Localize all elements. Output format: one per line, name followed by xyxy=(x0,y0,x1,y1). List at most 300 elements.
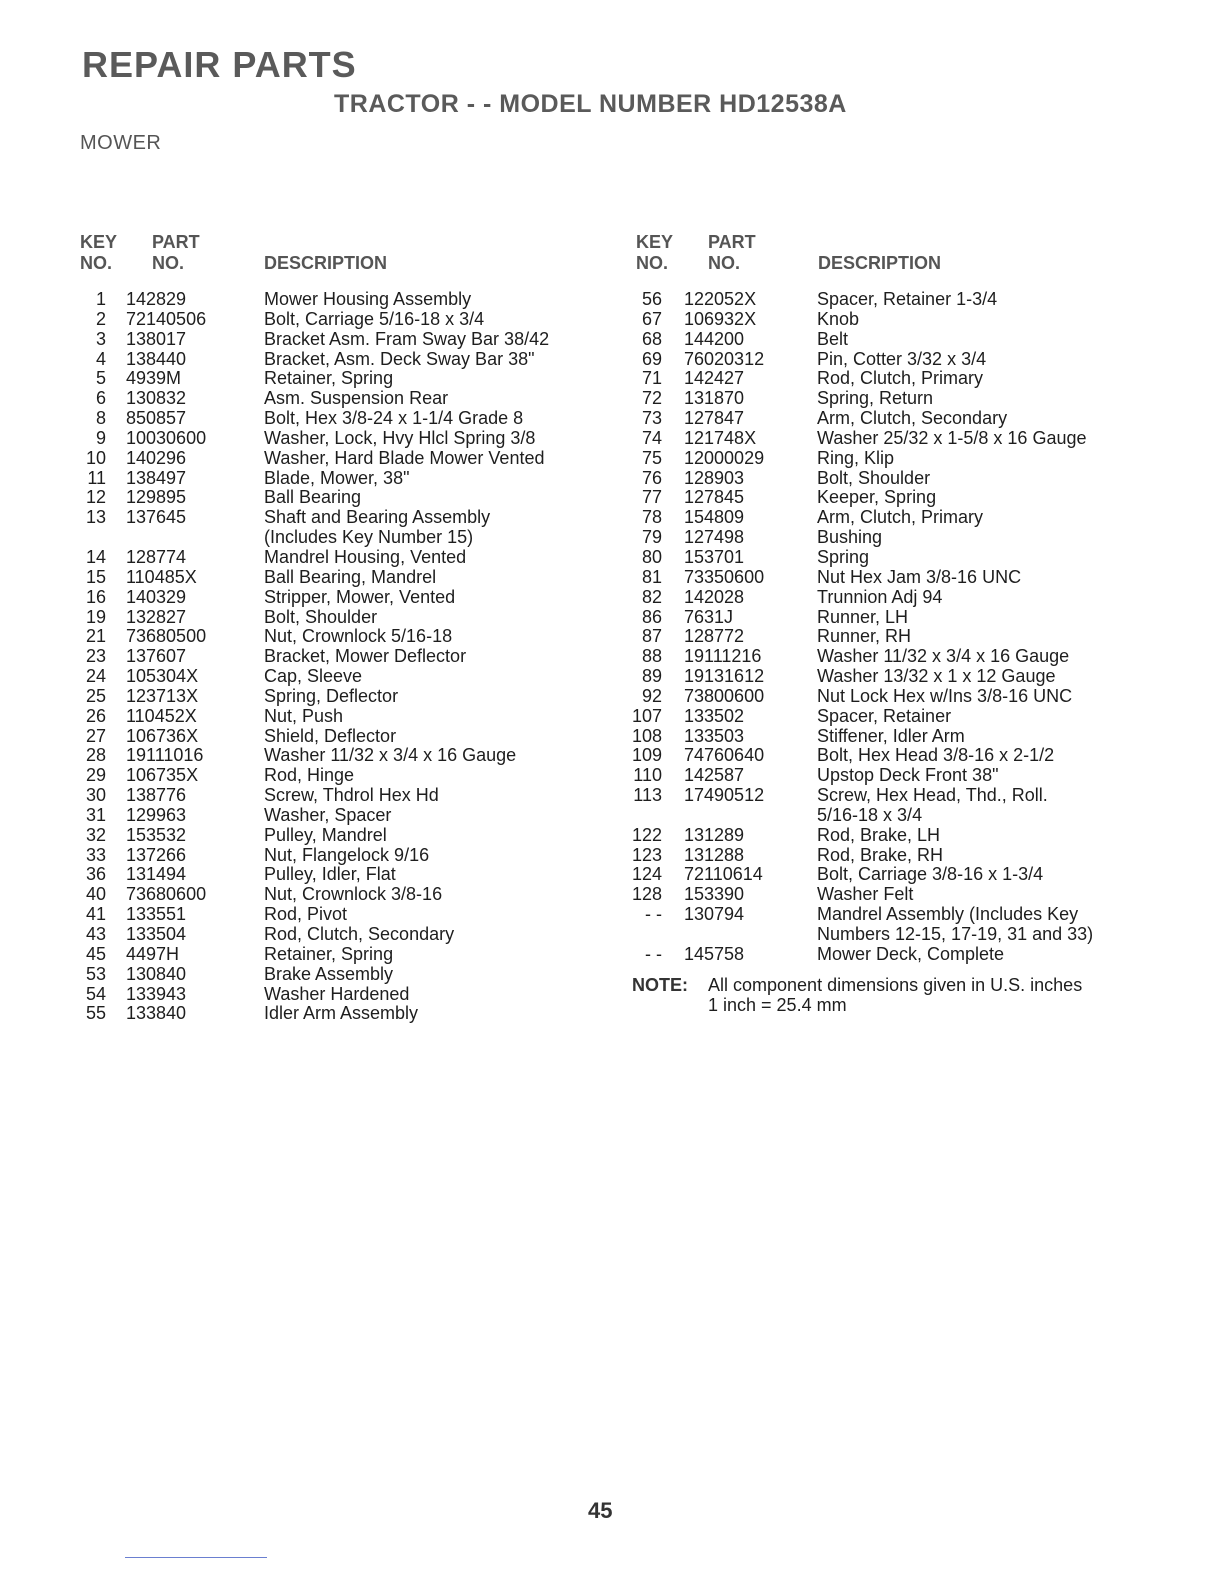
part-description: Nut Lock Hex w/Ins 3/8-16 UNC xyxy=(817,685,1073,706)
key-number: 128 xyxy=(632,884,663,905)
part-number: 133943 xyxy=(126,983,187,1004)
part-description: Bracket Asm. Fram Sway Bar 38/42 xyxy=(264,328,550,349)
part-description: Asm. Suspension Rear xyxy=(264,388,449,409)
part-description: Washer Hardened xyxy=(264,983,410,1004)
part-description: Idler Arm Assembly xyxy=(264,1003,419,1024)
description-header: DESCRIPTION xyxy=(818,253,942,273)
part-description: Pulley, Idler, Flat xyxy=(264,864,396,885)
part-description: Bolt, Carriage 5/16-18 x 3/4 xyxy=(264,308,485,329)
table-row xyxy=(78,647,618,667)
key-number: 12 xyxy=(85,487,106,508)
section-heading: MOWER xyxy=(80,132,162,154)
part-description: Shaft and Bearing Assembly xyxy=(264,507,491,528)
part-number: 106735X xyxy=(126,765,199,786)
part-no-header: NO. xyxy=(708,253,741,273)
key-number: 2 xyxy=(95,308,106,329)
note-text xyxy=(708,975,1148,1015)
part-number: 144200 xyxy=(684,328,745,349)
key-number: 76 xyxy=(641,467,662,488)
table-row xyxy=(78,409,618,429)
key-number: 53 xyxy=(85,963,106,984)
parts-table-right xyxy=(632,232,1152,1015)
table-row xyxy=(632,925,1152,945)
table-row xyxy=(78,369,618,389)
table-row xyxy=(632,508,1152,528)
key-number: 45 xyxy=(85,943,106,964)
part-description: Rod, Brake, LH xyxy=(817,824,941,845)
page-number: 45 xyxy=(588,1498,613,1523)
key-number: 25 xyxy=(85,685,106,706)
key-number: 77 xyxy=(641,487,662,508)
key-number: 9 xyxy=(95,427,106,448)
part-number: 133551 xyxy=(126,904,187,925)
table-row xyxy=(78,350,618,370)
table-row xyxy=(78,667,618,687)
part-number: 129895 xyxy=(126,487,187,508)
parts-table-left xyxy=(78,232,618,1024)
part-header: PART xyxy=(708,232,756,252)
part-number: 131870 xyxy=(684,388,745,409)
part-number: 128772 xyxy=(684,626,745,647)
part-number: 137607 xyxy=(126,646,187,667)
key-number: 33 xyxy=(85,844,106,865)
part-description: Mower Housing Assembly xyxy=(264,289,472,309)
key-number: 43 xyxy=(85,924,106,944)
key-number: 68 xyxy=(641,328,662,349)
table-row xyxy=(632,727,1152,747)
table-header xyxy=(632,232,1152,290)
table-row xyxy=(78,1004,618,1024)
key-number: 28 xyxy=(85,745,106,766)
table-row xyxy=(78,727,618,747)
part-description: Bracket, Asm. Deck Sway Bar 38" xyxy=(264,348,535,369)
part-description: Mandrel Assembly (Includes Key xyxy=(817,904,1079,925)
part-number: 145758 xyxy=(684,943,745,964)
key-number: 108 xyxy=(632,725,663,746)
table-row xyxy=(78,389,618,409)
key-number: 79 xyxy=(641,527,662,548)
table-row xyxy=(632,687,1152,707)
key-number: 13 xyxy=(85,507,106,528)
part-number: 138776 xyxy=(126,785,187,806)
part-description: Bolt, Shoulder xyxy=(817,467,931,488)
table-row xyxy=(632,290,1152,310)
table-row xyxy=(632,647,1152,667)
part-description: Rod, Pivot xyxy=(264,904,348,925)
part-number: 72140506 xyxy=(126,308,207,329)
key-header: KEY xyxy=(636,232,674,252)
part-number: 154809 xyxy=(684,507,745,528)
part-number: 142829 xyxy=(126,289,187,309)
table-row xyxy=(78,429,618,449)
part-description: Rod, Hinge xyxy=(264,765,355,786)
part-number: 137266 xyxy=(126,844,187,865)
table-row xyxy=(78,508,618,528)
part-description: Arm, Clutch, Primary xyxy=(817,507,984,528)
table-row xyxy=(632,608,1152,628)
part-number: 10030600 xyxy=(126,427,207,448)
key-number: 55 xyxy=(85,1003,106,1024)
table-row xyxy=(632,310,1152,330)
key-number: 78 xyxy=(641,507,662,528)
part-description: Rod, Clutch, Secondary xyxy=(264,924,455,944)
part-number: 19111016 xyxy=(126,745,204,766)
part-description: Ball Bearing xyxy=(264,487,362,508)
key-number: 16 xyxy=(85,586,106,607)
part-description: Stiffener, Idler Arm xyxy=(817,725,965,746)
footer-rule xyxy=(125,1557,267,1558)
part-description: Screw, Thdrol Hex Hd xyxy=(264,785,439,806)
key-number: 67 xyxy=(641,308,662,329)
key-number: 23 xyxy=(85,646,106,667)
part-number: 17490512 xyxy=(684,785,765,806)
table-row xyxy=(632,548,1152,568)
part-number: 138440 xyxy=(126,348,187,369)
part-number: 140296 xyxy=(126,447,187,468)
key-number: 123 xyxy=(632,844,663,865)
table-row xyxy=(632,350,1152,370)
table-row xyxy=(632,528,1152,548)
table-row xyxy=(632,905,1152,925)
part-description: Upstop Deck Front 38" xyxy=(817,765,999,786)
key-number: - - xyxy=(645,943,662,964)
part-number: 127498 xyxy=(684,527,745,548)
part-number: 130840 xyxy=(126,963,187,984)
key-number: 88 xyxy=(641,646,662,667)
part-number: 123713X xyxy=(126,685,199,706)
part-description: Stripper, Mower, Vented xyxy=(264,586,456,607)
part-number: 122052X xyxy=(684,289,757,309)
part-description: Nut Hex Jam 3/8-16 UNC xyxy=(817,566,1022,587)
key-number: 6 xyxy=(95,388,106,409)
part-number: 127847 xyxy=(684,408,745,429)
key-number: 80 xyxy=(641,546,662,567)
part-description: Ring, Klip xyxy=(817,447,895,468)
part-number: 142427 xyxy=(684,368,745,389)
part-description: Cap, Sleeve xyxy=(264,666,363,687)
part-number: 133503 xyxy=(684,725,745,746)
table-row xyxy=(78,469,618,489)
table-row xyxy=(78,687,618,707)
part-number: 128903 xyxy=(684,467,745,488)
table-row xyxy=(78,588,618,608)
note-line-2: 1 inch = 25.4 mm xyxy=(708,994,847,1015)
part-description: Nut, Crownlock 3/8-16 xyxy=(264,884,443,905)
table-row xyxy=(78,806,618,826)
part-description: Bushing xyxy=(817,527,883,548)
part-number: 7631J xyxy=(684,606,734,627)
part-number: 132827 xyxy=(126,606,187,627)
key-number: 41 xyxy=(85,904,106,925)
table-row xyxy=(78,826,618,846)
table-row xyxy=(632,707,1152,727)
table-row xyxy=(632,429,1152,449)
part-description: Bolt, Hex 3/8-24 x 1-1/4 Grade 8 xyxy=(264,408,524,429)
part-description: Bolt, Shoulder xyxy=(264,606,378,627)
key-number: 81 xyxy=(641,566,662,587)
table-row xyxy=(78,548,618,568)
table-row xyxy=(632,449,1152,469)
part-description: Runner, RH xyxy=(817,626,912,647)
key-number: 110 xyxy=(633,765,662,786)
key-number: 89 xyxy=(641,666,662,687)
part-description: Spring, Deflector xyxy=(264,685,399,706)
table-row xyxy=(78,707,618,727)
part-description: Shield, Deflector xyxy=(264,725,397,746)
part-description: Knob xyxy=(817,308,860,329)
part-number: 142587 xyxy=(684,765,745,786)
part-number: 4939M xyxy=(126,368,182,389)
key-number: 122 xyxy=(632,824,663,845)
part-number: 138497 xyxy=(126,467,187,488)
part-number: 19111216 xyxy=(684,646,762,667)
part-number: 73680500 xyxy=(126,626,207,647)
part-number: 4497H xyxy=(126,943,180,964)
dimension-note xyxy=(632,975,1152,1015)
part-description: Spacer, Retainer 1-3/4 xyxy=(817,289,998,309)
part-description: Washer 13/32 x 1 x 12 Gauge xyxy=(817,666,1056,687)
part-description: Pulley, Mandrel xyxy=(264,824,387,845)
key-number: 86 xyxy=(641,606,662,627)
part-description: Rod, Brake, RH xyxy=(817,844,944,865)
part-number: 140329 xyxy=(126,586,187,607)
part-number: 131494 xyxy=(126,864,187,885)
table-row xyxy=(632,627,1152,647)
key-number: 109 xyxy=(632,745,663,766)
key-number: 24 xyxy=(85,666,106,687)
part-number: 106932X xyxy=(684,308,757,329)
part-number: 131288 xyxy=(684,844,745,865)
key-number: 8 xyxy=(95,408,106,429)
note-label: NOTE: xyxy=(632,974,688,995)
table-row xyxy=(78,846,618,866)
part-description: Bolt, Hex Head 3/8-16 x 2-1/2 xyxy=(817,745,1055,766)
part-description: Washer 11/32 x 3/4 x 16 Gauge xyxy=(817,646,1070,667)
table-row xyxy=(78,786,618,806)
part-number: 110452X xyxy=(126,705,197,726)
part-number: 133504 xyxy=(126,924,187,944)
part-number: 19131612 xyxy=(684,666,765,687)
key-number: 74 xyxy=(641,427,662,448)
part-description: Bracket, Mower Deflector xyxy=(264,646,467,667)
part-number: 129963 xyxy=(126,804,187,825)
part-number: 106736X xyxy=(126,725,199,746)
part-description: Blade, Mower, 38" xyxy=(264,467,410,488)
key-no-header: NO. xyxy=(636,253,669,273)
key-number: 10 xyxy=(85,447,106,468)
key-number: 1 xyxy=(95,289,106,309)
key-number: 56 xyxy=(641,289,662,309)
page-title: REPAIR PARTS xyxy=(82,44,357,85)
part-number: 73800600 xyxy=(684,685,765,706)
part-no-header: NO. xyxy=(152,253,185,273)
part-description: Mower Deck, Complete xyxy=(817,943,1005,964)
part-number: 128774 xyxy=(126,546,187,567)
key-number: 75 xyxy=(641,447,662,468)
table-row xyxy=(78,905,618,925)
note-line-1: All component dimensions given in U.S. inches xyxy=(708,974,1083,995)
table-row xyxy=(632,766,1152,786)
key-number: 4 xyxy=(95,348,106,369)
part-number: 137645 xyxy=(126,507,187,528)
part-number: 130794 xyxy=(684,904,745,925)
key-number: 19 xyxy=(85,606,106,627)
part-description: Spring, Return xyxy=(817,388,934,409)
part-number: 153532 xyxy=(126,824,187,845)
table-row xyxy=(78,766,618,786)
table-row xyxy=(78,965,618,985)
key-number: 54 xyxy=(85,983,106,1004)
table-row xyxy=(78,885,618,905)
key-number: 72 xyxy=(641,388,662,409)
table-row xyxy=(78,925,618,945)
table-row xyxy=(78,528,618,548)
part-number: 12000029 xyxy=(684,447,765,468)
table-row xyxy=(78,568,618,588)
key-number: 3 xyxy=(95,328,106,349)
table-row xyxy=(78,945,618,965)
key-number: 82 xyxy=(641,586,662,607)
table-row xyxy=(632,568,1152,588)
key-number: 32 xyxy=(85,824,106,845)
key-number: 11 xyxy=(87,467,106,488)
part-number: 142028 xyxy=(684,586,745,607)
part-description: Nut, Flangelock 9/16 xyxy=(264,844,430,865)
table-row xyxy=(78,865,618,885)
part-description: Washer, Hard Blade Mower Vented xyxy=(264,447,545,468)
key-number: - - xyxy=(645,904,662,925)
part-number: 73350600 xyxy=(684,566,765,587)
table-row xyxy=(632,469,1152,489)
part-description: Nut, Push xyxy=(264,705,344,726)
part-number: 153390 xyxy=(684,884,745,905)
table-row xyxy=(632,806,1152,826)
part-description: Bolt, Carriage 3/8-16 x 1-3/4 xyxy=(817,864,1044,885)
part-description: Pin, Cotter 3/32 x 3/4 xyxy=(817,348,987,369)
part-number: 131289 xyxy=(684,824,745,845)
table-row xyxy=(632,865,1152,885)
key-number: 14 xyxy=(85,546,106,567)
table-row xyxy=(78,985,618,1005)
part-number: 153701 xyxy=(684,546,745,567)
table-row xyxy=(632,885,1152,905)
table-row xyxy=(78,608,618,628)
part-description: Retainer, Spring xyxy=(264,943,394,964)
part-description: Spring xyxy=(817,546,870,567)
key-no-header: NO. xyxy=(80,253,113,273)
part-number: 73680600 xyxy=(126,884,207,905)
part-number: 121748X xyxy=(684,427,757,448)
part-number: 127845 xyxy=(684,487,745,508)
table-row xyxy=(632,846,1152,866)
part-number: 74760640 xyxy=(684,745,765,766)
key-number: 26 xyxy=(85,705,106,726)
part-description: (Includes Key Number 15) xyxy=(264,527,474,548)
part-description: Runner, LH xyxy=(817,606,909,627)
table-row xyxy=(78,627,618,647)
part-header: PART xyxy=(152,232,200,252)
key-number: 113 xyxy=(633,785,662,806)
table-row xyxy=(632,369,1152,389)
part-description: Retainer, Spring xyxy=(264,368,394,389)
key-number: 69 xyxy=(641,348,662,369)
table-row xyxy=(78,488,618,508)
part-description: Trunnion Adj 94 xyxy=(817,586,943,607)
part-description: Washer, Lock, Hvy Hlcl Spring 3/8 xyxy=(264,427,536,448)
table-row xyxy=(632,945,1152,965)
part-description: Spacer, Retainer xyxy=(817,705,952,726)
part-description: Keeper, Spring xyxy=(817,487,937,508)
part-description: Brake Assembly xyxy=(264,963,394,984)
key-number: 92 xyxy=(641,685,662,706)
key-number: 73 xyxy=(641,408,662,429)
part-description: Mandrel Housing, Vented xyxy=(264,546,467,567)
key-number: 71 xyxy=(641,368,662,389)
part-description: Nut, Crownlock 5/16-18 xyxy=(264,626,453,647)
table-row xyxy=(78,290,618,310)
key-number: 40 xyxy=(85,884,106,905)
key-header: KEY xyxy=(80,232,118,252)
part-description: Belt xyxy=(817,328,849,349)
key-number: 30 xyxy=(85,785,106,806)
table-row xyxy=(632,786,1152,806)
key-number: 29 xyxy=(85,765,106,786)
part-description: Washer 11/32 x 3/4 x 16 Gauge xyxy=(264,745,517,766)
key-number: 107 xyxy=(632,705,663,726)
part-number: 138017 xyxy=(126,328,187,349)
part-number: 76020312 xyxy=(684,348,765,369)
part-description: 5/16-18 x 3/4 xyxy=(817,804,923,825)
table-row xyxy=(78,449,618,469)
table-row xyxy=(632,667,1152,687)
part-description: Numbers 12-15, 17-19, 31 and 33) xyxy=(817,924,1094,944)
part-number: 850857 xyxy=(126,408,187,429)
part-number: 110485X xyxy=(126,566,197,587)
part-description: Arm, Clutch, Secondary xyxy=(817,408,1008,429)
table-row xyxy=(632,488,1152,508)
table-row xyxy=(78,330,618,350)
part-description: Washer Felt xyxy=(817,884,914,905)
table-row xyxy=(78,310,618,330)
key-number: 5 xyxy=(95,368,106,389)
part-description: Washer 25/32 x 1-5/8 x 16 Gauge xyxy=(817,427,1087,448)
part-description: Washer, Spacer xyxy=(264,804,392,825)
part-number: 130832 xyxy=(126,388,187,409)
key-number: 124 xyxy=(632,864,663,885)
table-row xyxy=(632,330,1152,350)
table-row xyxy=(632,389,1152,409)
table-header xyxy=(78,232,618,290)
table-row xyxy=(632,409,1152,429)
part-number: 133840 xyxy=(126,1003,187,1024)
table-row xyxy=(632,588,1152,608)
part-number: 72110614 xyxy=(684,864,763,885)
description-header: DESCRIPTION xyxy=(264,253,388,273)
key-number: 21 xyxy=(85,626,106,647)
table-row xyxy=(632,826,1152,846)
key-number: 15 xyxy=(85,566,106,587)
part-description: Rod, Clutch, Primary xyxy=(817,368,984,389)
key-number: 87 xyxy=(641,626,662,647)
key-number: 31 xyxy=(85,804,106,825)
part-number: 105304X xyxy=(126,666,199,687)
model-subtitle: TRACTOR - - MODEL NUMBER HD12538A xyxy=(334,90,847,118)
key-number: 27 xyxy=(85,725,106,746)
table-row xyxy=(632,746,1152,766)
part-number: 133502 xyxy=(684,705,745,726)
part-description: Screw, Hex Head, Thd., Roll. xyxy=(817,785,1048,806)
key-number: 36 xyxy=(85,864,106,885)
